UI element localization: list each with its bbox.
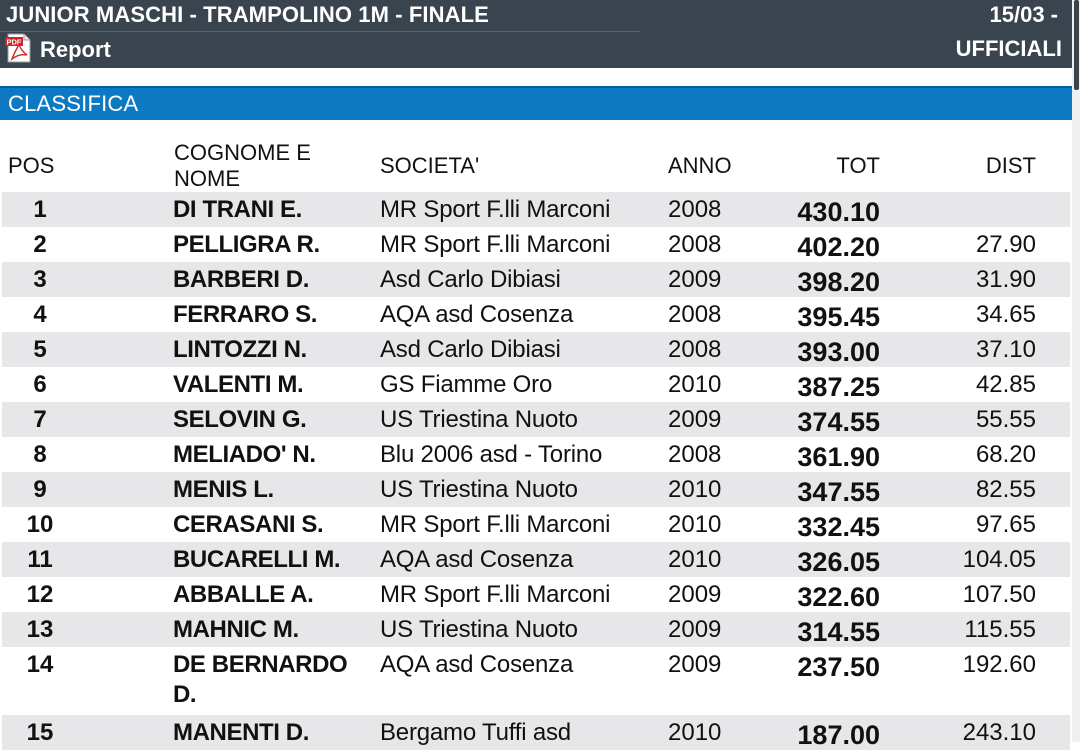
cell-pos: 3 bbox=[33, 266, 47, 293]
cell-societa: GS Fiamme Oro bbox=[380, 371, 553, 398]
cell-dist: 107.50 bbox=[962, 581, 1036, 608]
cell-pos: 5 bbox=[33, 336, 47, 363]
section-header bbox=[0, 86, 1072, 120]
cell-name: MENIS L. bbox=[173, 476, 274, 503]
cell-name: PELLIGRA R. bbox=[173, 231, 320, 258]
cell-pos: 13 bbox=[26, 616, 54, 643]
cell-anno: 2010 bbox=[668, 546, 722, 573]
table-row[interactable] bbox=[2, 542, 1070, 577]
cell-societa: US Triestina Nuoto bbox=[380, 616, 578, 643]
cell-pos: 14 bbox=[26, 651, 54, 678]
cell-pos: 6 bbox=[33, 371, 47, 398]
table-row[interactable] bbox=[2, 367, 1070, 402]
cell-anno: 2009 bbox=[668, 651, 722, 678]
cell-anno: 2008 bbox=[668, 336, 722, 363]
cell-pos: 7 bbox=[33, 406, 47, 433]
cell-dist: 31.90 bbox=[975, 266, 1036, 293]
cell-pos: 9 bbox=[33, 476, 47, 503]
event-title: JUNIOR MASCHI - TRAMPOLINO 1M - FINALE bbox=[6, 2, 489, 27]
cell-tot: 237.50 bbox=[797, 652, 880, 682]
table-row[interactable] bbox=[2, 437, 1070, 472]
cell-name: DI TRANI E. bbox=[173, 196, 302, 223]
cell-anno: 2009 bbox=[668, 581, 722, 608]
cell-societa: MR Sport F.lli Marconi bbox=[380, 511, 611, 538]
table-row[interactable] bbox=[2, 297, 1070, 332]
cell-societa: MR Sport F.lli Marconi bbox=[380, 196, 611, 223]
table-row[interactable] bbox=[2, 402, 1070, 437]
cell-dist: 37.10 bbox=[975, 336, 1036, 363]
cell-anno: 2009 bbox=[668, 616, 722, 643]
col-pos-header: POS bbox=[8, 153, 55, 178]
cell-dist: 42.85 bbox=[975, 371, 1036, 398]
event-header bbox=[0, 0, 1072, 68]
results-table bbox=[2, 120, 1070, 750]
cell-dist: 27.90 bbox=[975, 231, 1036, 258]
col-tot-header: TOT bbox=[836, 153, 880, 178]
cell-anno: 2010 bbox=[668, 511, 722, 538]
table-header bbox=[2, 120, 1070, 192]
cell-societa: MR Sport F.lli Marconi bbox=[380, 581, 611, 608]
table-row[interactable] bbox=[2, 262, 1070, 297]
col-dist-header: DIST bbox=[985, 153, 1036, 178]
cell-pos: 12 bbox=[26, 581, 54, 608]
cell-tot: 332.45 bbox=[797, 512, 880, 542]
result-status: UFFICIALI bbox=[955, 36, 1062, 61]
cell-societa: Asd Carlo Dibiasi bbox=[380, 266, 561, 293]
cell-dist: 68.20 bbox=[975, 441, 1036, 468]
cell-anno: 2009 bbox=[668, 406, 722, 433]
col-societa-header: SOCIETA' bbox=[380, 153, 480, 178]
cell-name: MANENTI D. bbox=[173, 719, 309, 746]
cell-tot: 326.05 bbox=[797, 547, 880, 577]
cell-name: ABBALLE A. bbox=[173, 581, 314, 608]
cell-anno: 2008 bbox=[668, 301, 722, 328]
cell-tot: 347.55 bbox=[797, 477, 880, 507]
cell-pos: 15 bbox=[26, 719, 54, 746]
cell-pos: 1 bbox=[33, 196, 47, 223]
pdf-icon-label: PDF bbox=[6, 37, 22, 47]
scrollbar-track[interactable] bbox=[1072, 0, 1080, 742]
cell-societa: US Triestina Nuoto bbox=[380, 406, 578, 433]
event-date: 15/03 - bbox=[989, 2, 1058, 27]
cell-tot: 187.00 bbox=[797, 720, 880, 750]
cell-dist: 34.65 bbox=[975, 301, 1036, 328]
cell-anno: 2008 bbox=[668, 441, 722, 468]
cell-societa: AQA asd Cosenza bbox=[380, 301, 574, 328]
cell-name: SELOVIN G. bbox=[173, 406, 307, 433]
table-row[interactable] bbox=[2, 472, 1070, 507]
cell-dist: 192.60 bbox=[962, 651, 1036, 678]
cell-name: VALENTI M. bbox=[173, 371, 304, 398]
cell-name: MAHNIC M. bbox=[173, 616, 299, 643]
col-name-header: COGNOME E NOME bbox=[174, 140, 311, 191]
cell-anno: 2008 bbox=[668, 231, 722, 258]
cell-pos: 11 bbox=[27, 546, 53, 573]
report-label: Report bbox=[40, 37, 111, 62]
table-row[interactable] bbox=[2, 647, 1070, 715]
cell-tot: 430.10 bbox=[797, 197, 880, 227]
cell-societa: US Triestina Nuoto bbox=[380, 476, 578, 503]
cell-name: FERRARO S. bbox=[173, 301, 318, 328]
cell-pos: 2 bbox=[33, 231, 47, 258]
cell-dist: 55.55 bbox=[975, 406, 1036, 433]
cell-tot: 395.45 bbox=[797, 302, 880, 332]
table-row[interactable] bbox=[2, 332, 1070, 367]
cell-anno: 2010 bbox=[668, 371, 722, 398]
cell-dist: 104.05 bbox=[962, 546, 1036, 573]
table-row[interactable] bbox=[2, 715, 1070, 750]
cell-tot: 402.20 bbox=[797, 232, 880, 262]
cell-societa: MR Sport F.lli Marconi bbox=[380, 231, 611, 258]
cell-name: CERASANI S. bbox=[173, 511, 324, 538]
cell-pos: 10 bbox=[26, 511, 54, 538]
cell-tot: 393.00 bbox=[797, 337, 880, 367]
pdf-icon bbox=[4, 33, 34, 63]
cell-anno: 2009 bbox=[668, 266, 722, 293]
cell-tot: 314.55 bbox=[797, 617, 880, 647]
cell-name: MELIADO' N. bbox=[173, 441, 316, 468]
cell-pos: 8 bbox=[33, 441, 47, 468]
cell-anno: 2010 bbox=[668, 719, 722, 746]
cell-pos: 4 bbox=[33, 301, 47, 328]
table-row[interactable] bbox=[2, 612, 1070, 647]
cell-societa: AQA asd Cosenza bbox=[380, 651, 574, 678]
cell-societa: Bergamo Tuffi asd bbox=[380, 719, 571, 746]
scrollbar-thumb[interactable] bbox=[1074, 0, 1079, 90]
cell-name: DE BERNARDO D. bbox=[173, 651, 348, 708]
cell-tot: 322.60 bbox=[797, 582, 880, 612]
cell-tot: 387.25 bbox=[797, 372, 880, 402]
table-row[interactable] bbox=[2, 507, 1070, 542]
cell-anno: 2008 bbox=[668, 196, 722, 223]
cell-tot: 374.55 bbox=[797, 407, 880, 437]
section-title: CLASSIFICA bbox=[8, 91, 139, 116]
cell-dist: 115.55 bbox=[964, 616, 1036, 643]
cell-dist: 97.65 bbox=[975, 511, 1036, 538]
cell-name: BUCARELLI M. bbox=[173, 546, 341, 573]
cell-anno: 2010 bbox=[668, 476, 722, 503]
cell-tot: 361.90 bbox=[797, 442, 880, 472]
report-button[interactable] bbox=[4, 31, 111, 65]
cell-dist: 82.55 bbox=[975, 476, 1036, 503]
cell-societa: Asd Carlo Dibiasi bbox=[380, 336, 561, 363]
cell-societa: Blu 2006 asd - Torino bbox=[380, 441, 603, 468]
table-row[interactable] bbox=[2, 577, 1070, 612]
cell-societa: AQA asd Cosenza bbox=[380, 546, 574, 573]
table-row[interactable] bbox=[2, 227, 1070, 262]
cell-dist: 243.10 bbox=[962, 719, 1036, 746]
col-anno-header: ANNO bbox=[668, 153, 732, 178]
table-row[interactable] bbox=[2, 192, 1070, 227]
cell-name: LINTOZZI N. bbox=[173, 336, 307, 363]
cell-name: BARBERI D. bbox=[173, 266, 310, 293]
cell-tot: 398.20 bbox=[797, 267, 880, 297]
